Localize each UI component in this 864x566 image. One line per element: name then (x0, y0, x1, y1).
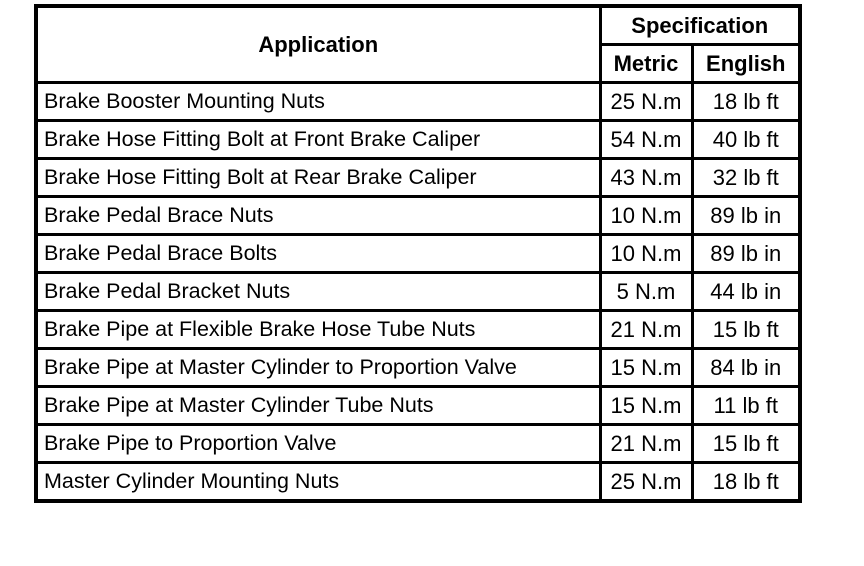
english-value-cell: 89 lb in (692, 197, 800, 235)
metric-value-cell: 15 N.m (600, 349, 692, 387)
application-cell: Master Cylinder Mounting Nuts (36, 463, 600, 502)
table-row (36, 387, 800, 425)
application-cell: Brake Pipe to Proportion Valve (36, 425, 600, 463)
table-row (36, 83, 800, 121)
metric-value-cell: 21 N.m (600, 425, 692, 463)
english-value-cell: 32 lb ft (692, 159, 800, 197)
application-cell: Brake Hose Fitting Bolt at Front Brake Caliper (36, 121, 600, 159)
table-row (36, 235, 800, 273)
table-row (36, 273, 800, 311)
table-row (36, 349, 800, 387)
table-row (36, 197, 800, 235)
english-value-cell: 11 lb ft (692, 387, 800, 425)
english-value-cell: 84 lb in (692, 349, 800, 387)
metric-value-cell: 10 N.m (600, 235, 692, 273)
metric-value-cell: 43 N.m (600, 159, 692, 197)
english-value-cell: 15 lb ft (692, 311, 800, 349)
metric-value-cell: 54 N.m (600, 121, 692, 159)
english-value-cell: 44 lb in (692, 273, 800, 311)
metric-value-cell: 5 N.m (600, 273, 692, 311)
table-header (36, 6, 800, 83)
application-cell: Brake Pedal Bracket Nuts (36, 273, 600, 311)
english-value-cell: 40 lb ft (692, 121, 800, 159)
application-cell: Brake Pipe at Flexible Brake Hose Tube Nuts (36, 311, 600, 349)
application-column-header: Application (36, 6, 600, 83)
english-column-header: English (692, 45, 800, 83)
table-row (36, 463, 800, 502)
application-cell: Brake Hose Fitting Bolt at Rear Brake Caliper (36, 159, 600, 197)
application-cell: Brake Pipe at Master Cylinder Tube Nuts (36, 387, 600, 425)
english-value-cell: 18 lb ft (692, 463, 800, 502)
table-row (36, 311, 800, 349)
metric-value-cell: 21 N.m (600, 311, 692, 349)
metric-value-cell: 10 N.m (600, 197, 692, 235)
table-row (36, 425, 800, 463)
metric-value-cell: 25 N.m (600, 83, 692, 121)
table-row (36, 159, 800, 197)
application-cell: Brake Pedal Brace Bolts (36, 235, 600, 273)
specification-column-header: Specification (600, 6, 800, 45)
table-body (36, 83, 800, 502)
application-cell: Brake Booster Mounting Nuts (36, 83, 600, 121)
metric-value-cell: 15 N.m (600, 387, 692, 425)
application-cell: Brake Pedal Brace Nuts (36, 197, 600, 235)
metric-value-cell: 25 N.m (600, 463, 692, 502)
english-value-cell: 15 lb ft (692, 425, 800, 463)
header-row-top (36, 6, 800, 45)
english-value-cell: 89 lb in (692, 235, 800, 273)
table-row (36, 121, 800, 159)
english-value-cell: 18 lb ft (692, 83, 800, 121)
application-cell: Brake Pipe at Master Cylinder to Proportion Valve (36, 349, 600, 387)
torque-specification-table (34, 4, 802, 503)
metric-column-header: Metric (600, 45, 692, 83)
